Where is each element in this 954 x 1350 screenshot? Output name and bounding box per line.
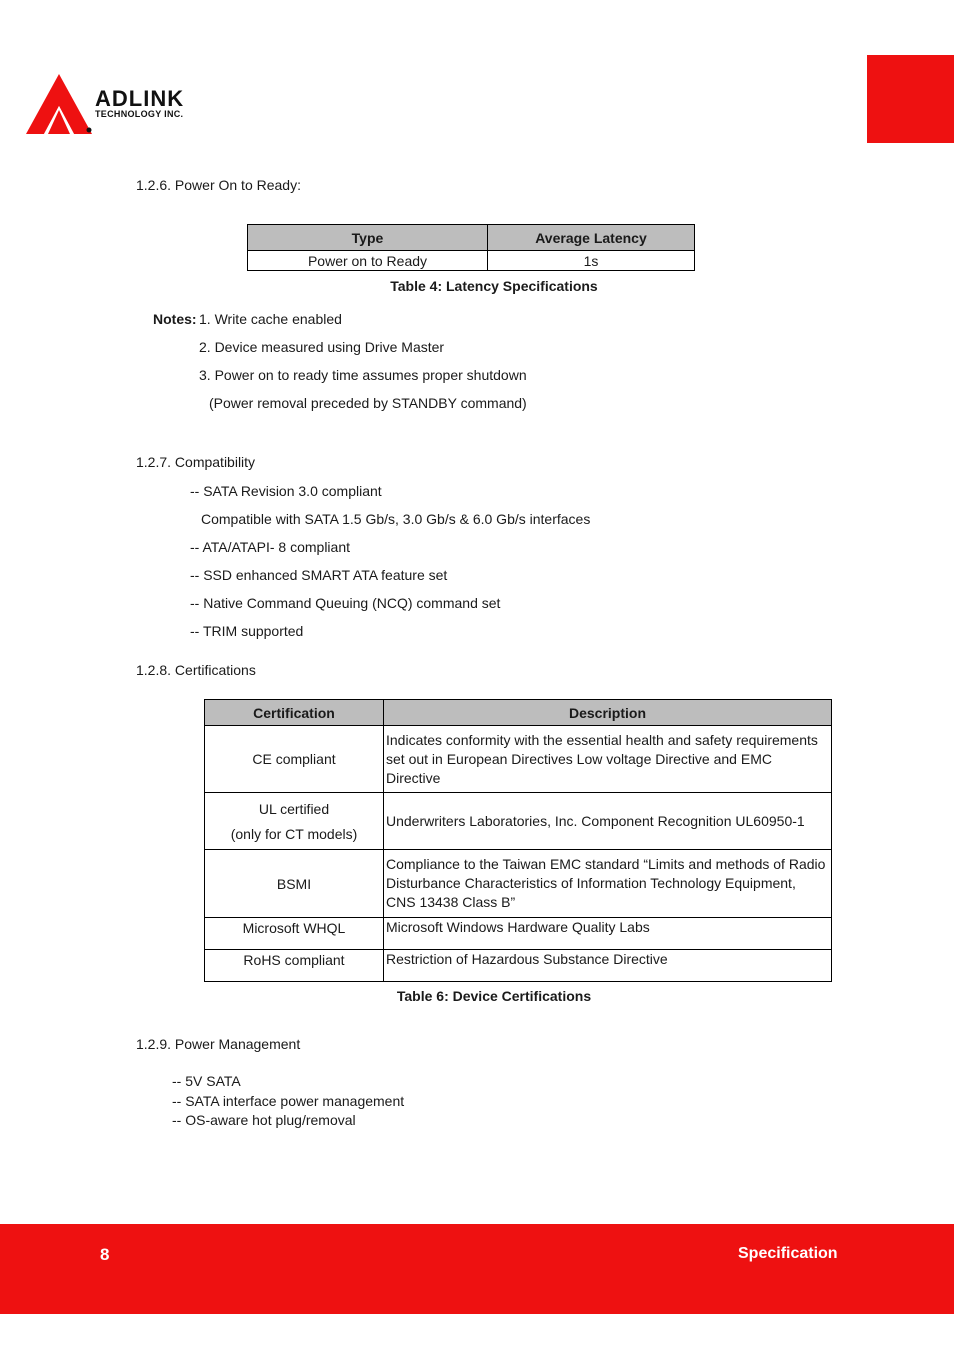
note-item: 1. Write cache enabled [199,311,342,327]
table-caption: Table 6: Device Certifications [396,988,592,1004]
list-item: -- TRIM supported [190,623,304,639]
table-row [205,850,832,918]
footer-bar [0,1224,954,1314]
certifications-table [204,699,832,982]
note-item: 2. Device measured using Drive Master [199,339,445,355]
table-header: Type [248,225,488,251]
table-header: Average Latency [488,225,695,251]
table-row [205,726,832,793]
table-row [205,918,832,950]
footer-title: Specification [738,1245,838,1262]
section-heading-power-on: 1.2.6. Power On to Ready: [136,177,301,193]
table-cell [205,793,384,850]
logo-triangle-icon [24,72,94,138]
latency-table [247,224,695,271]
page-number: 8 [100,1245,110,1264]
logo-name: ADLINK [95,86,185,111]
table-cell: BSMI [205,850,384,918]
adlink-logo [24,72,234,138]
notes-label: Notes: [153,311,197,327]
table-caption: Table 4: Latency Specifications [390,278,598,294]
note-item: 3. Power on to ready time assumes proper shutdown [199,367,527,383]
table-cell: Underwriters Laboratories, Inc. Component Recognition UL60950-1 [384,793,832,850]
table-row [205,793,832,850]
table-cell: Indicates conformity with the essential health and safety requirements set out in European Directives Low voltage Directive and EMC Directive [384,726,832,793]
section-heading-compatibility: 1.2.7. Compatibility [136,454,256,470]
note-item: (Power removal preceded by STANDBY command) [209,395,527,411]
list-item: -- SATA Revision 3.0 compliant [190,483,382,499]
table-header: Certification [205,700,384,726]
table-cell: Restriction of Hazardous Substance Directive [384,950,832,982]
list-item: -- SATA interface power management [172,1093,405,1109]
red-corner-tab [867,55,954,143]
section-heading-power-management: 1.2.9. Power Management [136,1036,301,1052]
list-item: -- Native Command Queuing (NCQ) command set [190,595,501,611]
table-cell: 1s [488,251,695,271]
table-cell: RoHS compliant [205,950,384,982]
cert-subnote: (only for CT models) [230,825,358,842]
cert-name: UL certified [258,800,330,817]
table-header: Description [384,700,832,726]
list-item: Compatible with SATA 1.5 Gb/s, 3.0 Gb/s & 6.0 Gb/s interfaces [201,511,591,527]
logo-tagline: TECHNOLOGY INC. [95,109,184,119]
table-cell: Microsoft Windows Hardware Quality Labs [384,918,832,950]
section-heading-certifications: 1.2.8. Certifications [136,662,256,678]
table-cell: Microsoft WHQL [205,918,384,950]
table-row [205,950,832,982]
table-cell: Compliance to the Taiwan EMC standard “Limits and methods of Radio Disturbance Characteristics of Information Technology Equipment, CNS 13438 Class B” [384,850,832,918]
table-row [248,251,695,271]
list-item: -- 5V SATA [172,1073,241,1089]
list-item: -- OS-aware hot plug/removal [172,1112,356,1128]
list-item: -- ATA/ATAPI- 8 compliant [190,539,351,555]
table-cell: Power on to Ready [248,251,488,271]
table-cell: CE compliant [205,726,384,793]
list-item: -- SSD enhanced SMART ATA feature set [190,567,448,583]
